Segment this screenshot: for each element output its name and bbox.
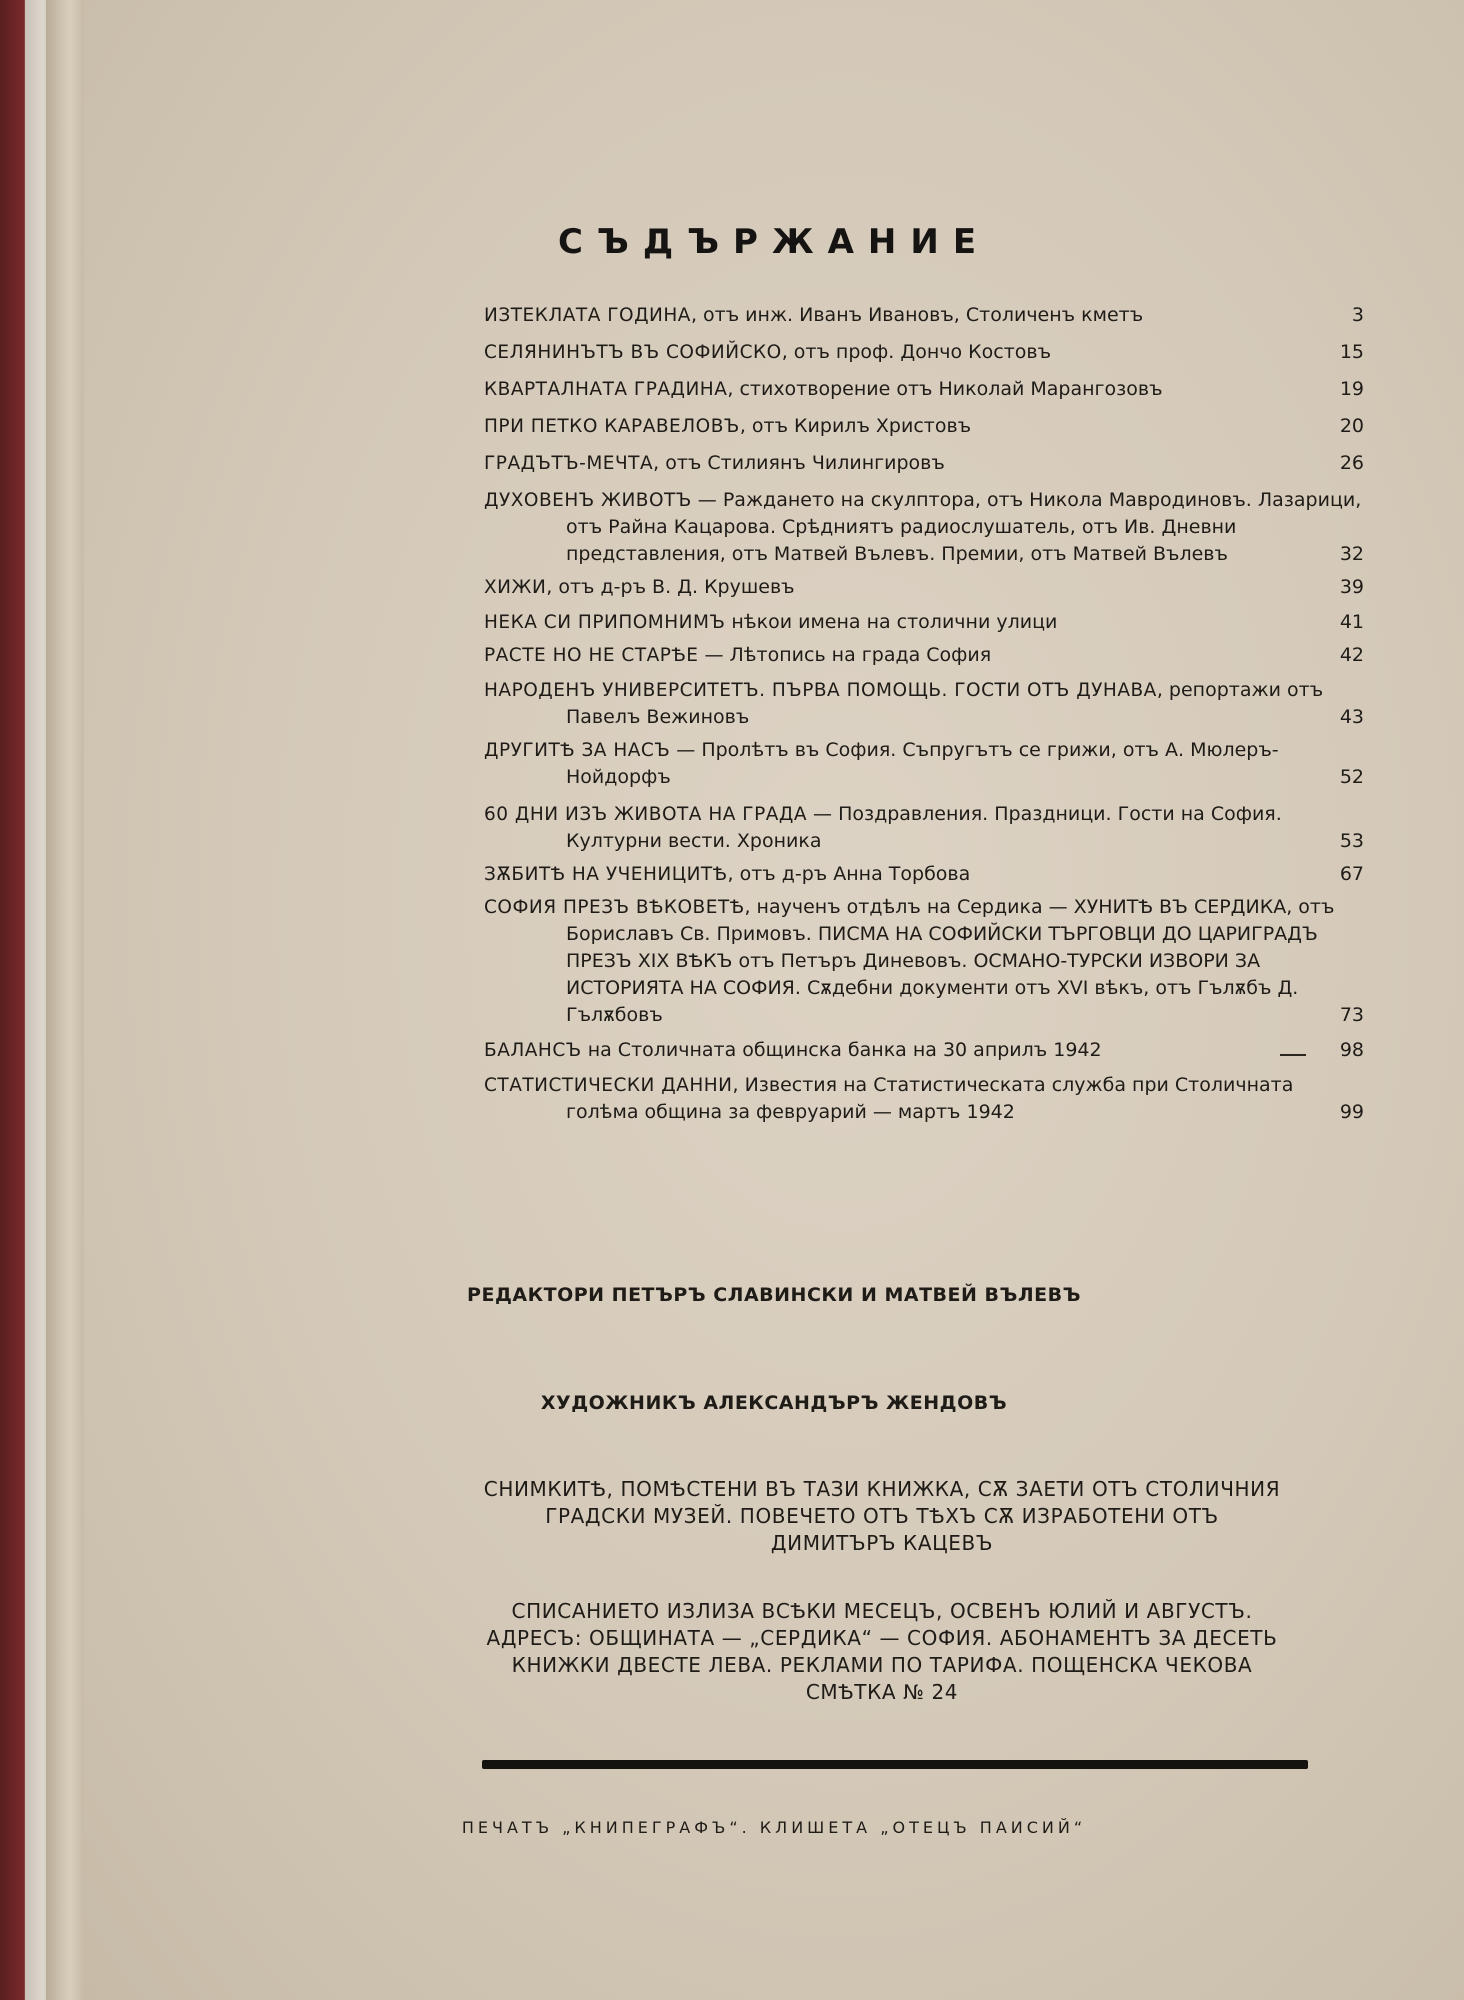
toc-entry-heading: КВАРТАЛНАТА ГРАДИНА — [484, 379, 728, 400]
photo-note: СНИМКИТѢ, ПОМѢСТЕНИ ВЪ ТАЗИ КНИЖКА, СѪ ЗАЕТИ ОТЪ СТОЛИЧНИЯ ГРАДСКИ МУЗЕЙ. ПОВЕЧЕТО ОТЪ ТѢХЪ СѪ ИЗРАБОТЕНИ ОТЪ ДИМИТЪРЪ КАЦЕВЪ — [483, 1477, 1281, 1555]
toc-entry-text — [484, 413, 1366, 440]
toc-entry — [484, 413, 1364, 440]
toc-page-number: 52 — [1339, 766, 1364, 788]
toc-entry — [484, 1037, 1364, 1064]
toc-entry-text — [484, 487, 1366, 568]
book-page — [84, 0, 1464, 2000]
toc-page-number: 43 — [1339, 706, 1364, 728]
toc-entry-heading: НЕКА СИ ПРИПОМНИМЪ — [484, 612, 726, 633]
divider-rule — [482, 1760, 1308, 1769]
printer-credit: ПЕЧАТЪ „КНИПЕГРАФЪ“. КЛИШЕТА „ОТЕЦЪ ПАИСИЙ“ — [461, 1818, 1087, 1837]
toc-entry-details: , Известия на Статистическата служба при Столичната голѣма община за февруарий — мартъ 1942 — [566, 1074, 1294, 1123]
toc-entry-heading: ХИЖИ — [484, 577, 547, 598]
toc-entry — [484, 642, 1364, 669]
toc-entry-details: на Столичната общинска банка на 30 априлъ 1942 — [581, 1039, 1102, 1061]
toc-entry-details: — Пролѣтъ въ София. Съпругътъ се грижи, отъ А. Мюлеръ-Нойдорфъ — [566, 739, 1279, 788]
toc-entry — [484, 801, 1364, 855]
page-edge — [46, 0, 86, 2000]
toc-entry-details: , наученъ отдѣлъ на Сердика — ХУНИТѢ ВЪ СЕРДИКА, отъ Бориславъ Св. Примовъ. ПИСМА НА СОФИЙСКИ ТЪРГОВЦИ ДО ЦАРИГРАДЪ ПРЕЗЪ XIX ВѢКЪ отъ Петъръ Диневовъ. ОСМАНО-ТУРСКИ ИЗВОРИ ЗА ИСТОРИЯТА НА СОФИЯ. Сѫдебни документи отъ XVI вѣкъ, отъ Гълѫбъ Д. Гълѫбовъ — [566, 896, 1335, 1026]
toc-entry-heading: ИЗТЕКЛАТА ГОДИНА — [484, 305, 691, 326]
toc-entry-text — [484, 737, 1366, 791]
toc-entry — [484, 1072, 1364, 1126]
toc-entry-details: , отъ Кирилъ Христовъ — [739, 415, 972, 437]
toc-page-number: 32 — [1339, 543, 1364, 565]
toc-entry — [484, 302, 1364, 329]
margin-mark — [1280, 1054, 1306, 1056]
toc-entry — [484, 376, 1364, 403]
toc-entry-text — [484, 677, 1366, 731]
toc-entry-heading: БАЛАНСЪ — [484, 1040, 582, 1061]
toc-entry — [484, 450, 1364, 477]
toc-entry — [484, 894, 1364, 1029]
toc-page-number: 98 — [1339, 1039, 1364, 1061]
toc-page-number: 3 — [1351, 304, 1364, 326]
toc-entry-details: , отъ проф. Дончо Костовъ — [781, 341, 1052, 363]
toc-entry-details: , стихотворение отъ Николай Марангозовъ — [727, 378, 1163, 400]
toc-entry-details: , отъ д-ръ В. Д. Крушевъ — [546, 576, 795, 598]
toc-entry-heading: РАСТЕ НО НЕ СТАРѢЕ — [484, 645, 699, 666]
toc-entry-text — [484, 1072, 1366, 1126]
toc-entry-details: , отъ д-ръ Анна Торбова — [727, 863, 971, 885]
toc-entry-heading: СОФИЯ ПРЕЗЪ ВѢКОВЕТѢ — [484, 897, 745, 918]
toc-entry — [484, 487, 1364, 568]
toc-page-number: 20 — [1339, 415, 1364, 437]
toc-page-number: 99 — [1339, 1101, 1364, 1123]
toc-entry-heading: 60 ДНИ ИЗЪ ЖИВОТА НА ГРАДА — [484, 804, 807, 825]
table-of-contents — [484, 302, 1364, 1136]
toc-entry — [484, 861, 1364, 888]
toc-entry-heading: НАРОДЕНЪ УНИВЕРСИТЕТЪ. ПЪРВА ПОМОЩЬ. ГОСТИ ОТЪ ДУНАВА — [484, 680, 1157, 701]
toc-page-number: 15 — [1339, 341, 1364, 363]
toc-page-number: 19 — [1339, 378, 1364, 400]
toc-entry-details: — Раждането на скулптора, отъ Никола Мавродиновъ. Лазарици, отъ Райна Кацарова. Срѣдниятъ радиослушатель, отъ Ив. Дневни представления, отъ Матвей Вълевъ. Премии, отъ Матвей Вълевъ — [566, 489, 1362, 565]
toc-entry-text — [484, 1037, 1366, 1064]
toc-page-number: 42 — [1339, 644, 1364, 666]
toc-entry — [484, 609, 1364, 636]
toc-entry-text — [484, 339, 1366, 366]
toc-entry-details: нѣкои имена на столични улици — [725, 611, 1058, 633]
toc-entry-text — [484, 642, 1366, 669]
toc-entry-text — [484, 574, 1366, 601]
toc-page-number: 39 — [1339, 576, 1364, 598]
toc-entry-details: — Лѣтопись на града София — [698, 644, 992, 666]
toc-page-number: 26 — [1339, 452, 1364, 474]
toc-entry-details: , репортажи отъ Павелъ Вежиновъ — [566, 679, 1324, 728]
toc-entry-heading: СТАТИСТИЧЕСКИ ДАННИ — [484, 1075, 733, 1096]
toc-entry — [484, 677, 1364, 731]
toc-page-number: 67 — [1339, 863, 1364, 885]
toc-entry-heading: ДРУГИТѢ ЗА НАСЪ — [484, 740, 671, 761]
toc-entry-text — [484, 801, 1366, 855]
toc-entry-text — [484, 302, 1366, 329]
toc-page-number: 73 — [1339, 1004, 1364, 1026]
toc-entry-text — [484, 609, 1366, 636]
toc-entry-text — [484, 894, 1366, 1029]
toc-entry — [484, 737, 1364, 791]
toc-entry-heading: ПРИ ПЕТКО КАРАВЕЛОВЪ — [484, 416, 740, 437]
toc-page-number: 53 — [1339, 830, 1364, 852]
toc-entry — [484, 574, 1364, 601]
toc-entry-text — [484, 376, 1366, 403]
toc-page-number: 41 — [1339, 611, 1364, 633]
toc-entry — [484, 339, 1364, 366]
toc-entry-details: , отъ инж. Иванъ Ивановъ, Столиченъ кметъ — [690, 304, 1144, 326]
toc-entry-heading: ЗѪБИТѢ НА УЧЕНИЦИТѢ — [484, 864, 728, 885]
toc-entry-text — [484, 861, 1366, 888]
editors-credit: РЕДАКТОРИ ПЕТЪРЪ СЛАВИНСКИ И МАТВЕЙ ВЪЛЕВЪ — [467, 1284, 1081, 1306]
toc-entry-details: , отъ Стилиянъ Чилингировъ — [653, 452, 945, 474]
toc-entry-heading: ДУХОВЕНЪ ЖИВОТЪ — [484, 490, 692, 511]
toc-entry-heading: ГРАДЪТЪ-МЕЧТА — [484, 453, 654, 474]
toc-entry-details: — Поздравления. Праздници. Гости на София. Културни вести. Хроника — [566, 803, 1282, 852]
toc-entry-text — [484, 450, 1366, 477]
contents-title: СЪДЪРЖАНИЕ — [557, 222, 991, 262]
artist-credit: ХУДОЖНИКЪ АЛЕКСАНДЪРЪ ЖЕНДОВЪ — [540, 1392, 1008, 1414]
subscription-note: СПИСАНИЕТО ИЗЛИЗА ВСѢКИ МЕСЕЦЪ, ОСВЕНЪ ЮЛИЙ И АВГУСТЪ. АДРЕСЪ: ОБЩИНАТА — „СЕРДИКА“ — СОФИЯ. АБОНАМЕНТЪ ЗА ДЕСЕТЬ КНИЖКИ ДВЕСТЕ ЛЕВА. РЕКЛАМИ ПО ТАРИФА. ПОЩЕНСКА ЧЕКОВА СМѢТКА № 24 — [486, 1599, 1278, 1704]
toc-entry-heading: СЕЛЯНИНЪТЪ ВЪ СОФИЙСКО — [484, 342, 782, 363]
